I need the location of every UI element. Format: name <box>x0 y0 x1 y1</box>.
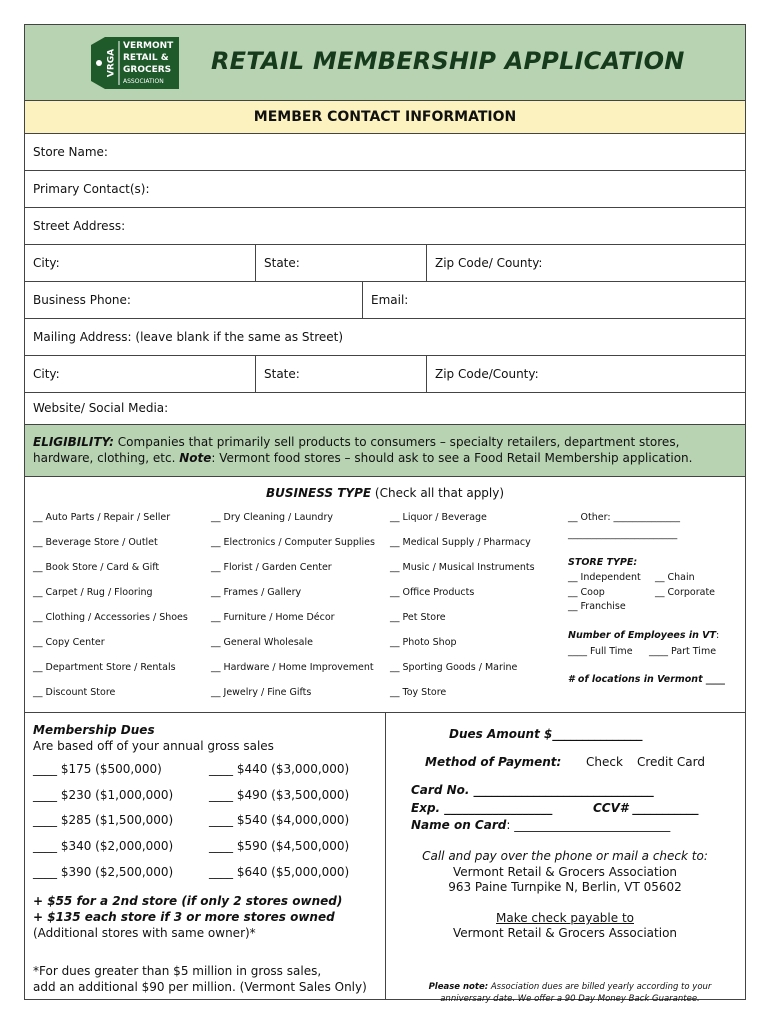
business-type-option[interactable]: __ Book Store / Card & Gift <box>33 562 160 573</box>
business-type-option[interactable]: __ Hardware / Home Improvement <box>211 662 374 673</box>
employees-label <box>568 630 719 641</box>
dues-billing-note <box>405 981 735 1005</box>
store-name-field[interactable] <box>25 134 745 171</box>
note-label: Please note: <box>428 982 489 992</box>
employees-label-text: Number of Employees in VT <box>568 630 716 641</box>
business-type-subtitle: (Check all that apply) <box>371 486 505 500</box>
eligibility-note-text: : Vermont food stores – should ask to see a Food Retail Membership application. <box>211 451 693 465</box>
dues-option[interactable]: ____ $490 ($3,500,000) <box>209 788 350 802</box>
store-type-franchise[interactable]: __ Franchise <box>568 601 626 612</box>
business-type-option[interactable]: __ Florist / Garden Center <box>211 562 332 573</box>
business-type-option[interactable]: __ Furniture / Home Décor <box>211 612 335 623</box>
business-phone-field[interactable]: Business Phone: <box>33 293 131 307</box>
membership-dues-section <box>25 713 386 999</box>
business-type-option[interactable]: __ Liquor / Beverage <box>390 512 487 523</box>
dues-footnote-2: add an additional $90 per million. (Vermont Sales Only) <box>33 980 367 994</box>
primary-contact-label: Primary Contact(s): <box>33 182 150 196</box>
expiration-field[interactable]: Exp. __________________ <box>411 801 553 815</box>
dues-amount-text: Dues Amount $_______________ <box>449 727 643 741</box>
zip-county-field[interactable]: Zip Code/ County: <box>426 245 745 281</box>
store-type-chain[interactable]: __ Chain <box>655 572 695 583</box>
eligibility-note-label: Note <box>179 451 212 465</box>
store-type-label: STORE TYPE: <box>568 557 638 568</box>
dues-footnote-1: *For dues greater than $5 million in gross sales, <box>33 964 322 978</box>
name-on-card-field[interactable] <box>411 818 670 832</box>
business-type-option[interactable]: __ Clothing / Accessories / Shoes <box>33 612 188 623</box>
business-type-option[interactable]: __ Photo Shop <box>390 637 457 648</box>
dues-option[interactable]: ____ $640 ($5,000,000) <box>209 865 350 879</box>
business-type-option[interactable]: __ Dry Cleaning / Laundry <box>211 512 333 523</box>
name-on-card-label: Name on Card <box>411 818 507 832</box>
mailing-address-label: Mailing Address: (leave blank if the same as Street) <box>33 330 344 344</box>
dues-title: Membership Dues <box>33 723 155 737</box>
business-type-option[interactable]: __ Electronics / Computer Supplies <box>211 537 375 548</box>
dues-option[interactable]: ____ $540 ($4,000,000) <box>209 813 350 827</box>
store-name-label: Store Name: <box>33 145 108 159</box>
logo-abbr: VRGA <box>106 48 117 78</box>
store-type-independent[interactable]: __ Independent <box>568 572 641 583</box>
logo-line1: VERMONT <box>123 41 174 51</box>
business-type-other-line[interactable]: _______________________ <box>568 529 678 540</box>
business-type-option[interactable]: __ Medical Supply / Pharmacy <box>390 537 531 548</box>
dues-option[interactable]: ____ $230 ($1,000,000) <box>33 788 174 802</box>
mailing-city-state-zip-row <box>25 356 745 393</box>
eligibility-box <box>25 425 745 477</box>
business-type-other[interactable]: __ Other: ______________ <box>568 512 681 523</box>
note-text: Association dues are billed yearly according to your anniversary date. We offer a 90 Day Money Back Guarantee. <box>440 982 712 1004</box>
dues-extra-note: (Additional stores with same owner)* <box>33 926 256 940</box>
street-address-field[interactable] <box>25 208 745 245</box>
dues-extra-second-store: + $55 for a 2nd store (if only 2 stores owned) <box>33 894 343 908</box>
business-type-option[interactable]: __ Copy Center <box>33 637 105 648</box>
dues-option[interactable]: ____ $390 ($2,500,000) <box>33 865 174 879</box>
logo-line2: RETAIL & <box>123 53 169 63</box>
form-header <box>25 25 745 101</box>
dues-amount-field[interactable] <box>449 727 642 741</box>
eligibility-label: ELIGIBILITY: <box>33 435 114 449</box>
logo-line3: GROCERS <box>123 65 172 75</box>
membership-form <box>24 24 746 1004</box>
association-name: Vermont Retail & Grocers Association <box>452 865 678 879</box>
payable-to-name: Vermont Retail & Grocers Association <box>452 926 678 940</box>
method-of-payment-label: Method of Payment: <box>425 755 562 769</box>
vrga-logo <box>91 37 179 89</box>
business-type-option[interactable]: __ Sporting Goods / Marine <box>390 662 518 673</box>
name-on-card-line: : __________________________ <box>506 818 671 832</box>
dues-extra-three-stores: + $135 each store if 3 or more stores owned <box>33 910 335 924</box>
business-type-option[interactable]: __ Department Store / Rentals <box>33 662 176 673</box>
call-instructions: Call and pay over the phone or mail a check to: <box>422 849 708 863</box>
business-type-option[interactable]: __ Jewelry / Fine Gifts <box>211 687 312 698</box>
dues-option[interactable]: ____ $440 ($3,000,000) <box>209 762 350 776</box>
business-type-option[interactable]: __ Carpet / Rug / Flooring <box>33 587 153 598</box>
dues-option[interactable]: ____ $175 ($500,000) <box>33 762 162 776</box>
store-type-coop[interactable]: __ Coop <box>568 587 605 598</box>
locations-field[interactable]: # of locations in Vermont ____ <box>568 674 725 685</box>
card-number-field[interactable]: Card No. ______________________________ <box>411 783 654 797</box>
business-type-option[interactable]: __ Discount Store <box>33 687 116 698</box>
dues-option[interactable]: ____ $285 ($1,500,000) <box>33 813 174 827</box>
page-title: RETAIL MEMBERSHIP APPLICATION <box>211 47 685 75</box>
business-type-option[interactable]: __ Pet Store <box>390 612 446 623</box>
business-type-option[interactable]: __ Toy Store <box>390 687 447 698</box>
website-label: Website/ Social Media: <box>33 401 169 415</box>
business-type-option[interactable]: __ Office Products <box>390 587 475 598</box>
mailing-state-field[interactable]: State: <box>255 356 426 392</box>
business-type-option[interactable]: __ Beverage Store / Outlet <box>33 537 158 548</box>
dues-option[interactable]: ____ $590 ($4,500,000) <box>209 839 350 853</box>
business-type-option[interactable]: __ General Wholesale <box>211 637 313 648</box>
mailing-city-field[interactable]: City: <box>33 367 60 381</box>
primary-contact-field[interactable] <box>25 171 745 208</box>
business-type-option[interactable]: __ Auto Parts / Repair / Seller <box>33 512 171 523</box>
eligibility-text: Companies that primarily sell products to consumers – specialty retailers, department stores, hardware, clothing, etc. <box>33 435 680 465</box>
store-type-corporate[interactable]: __ Corporate <box>655 587 716 598</box>
mailing-address-field[interactable] <box>25 319 745 356</box>
state-field[interactable]: State: <box>255 245 426 281</box>
city-state-zip-row <box>25 245 745 282</box>
business-type-section <box>25 477 745 713</box>
website-field[interactable] <box>25 393 745 425</box>
section-contact-heading: MEMBER CONTACT INFORMATION <box>25 101 745 134</box>
city-field[interactable]: City: <box>33 256 60 270</box>
payment-check-option[interactable]: Check <box>586 755 623 769</box>
payable-to-label: Make check payable to <box>496 911 634 925</box>
business-type-option[interactable]: __ Music / Musical Instruments <box>390 562 535 573</box>
dues-option[interactable]: ____ $340 ($2,000,000) <box>33 839 174 853</box>
payment-section <box>385 713 745 1004</box>
payment-credit-card-option[interactable]: Credit Card <box>637 755 705 769</box>
mailing-zip-county-field[interactable]: Zip Code/County: <box>426 356 745 392</box>
ccv-field[interactable]: CCV# ___________ <box>593 801 699 815</box>
dues-subtitle: Are based off of your annual gross sales <box>33 739 274 753</box>
employees-part-time[interactable]: ____ Part Time <box>649 646 717 657</box>
business-type-option[interactable]: __ Frames / Gallery <box>211 587 302 598</box>
logo-line4: ASSOCIATION <box>123 78 164 85</box>
employees-full-time[interactable]: ____ Full Time <box>568 646 633 657</box>
association-address: 963 Paine Turnpike N, Berlin, VT 05602 <box>448 880 682 894</box>
email-field[interactable]: Email: <box>362 282 745 318</box>
phone-email-row <box>25 282 745 319</box>
business-type-title: BUSINESS TYPE <box>265 486 372 500</box>
business-type-heading <box>25 486 745 500</box>
street-address-label: Street Address: <box>33 219 126 233</box>
employees-colon: : <box>716 630 720 641</box>
